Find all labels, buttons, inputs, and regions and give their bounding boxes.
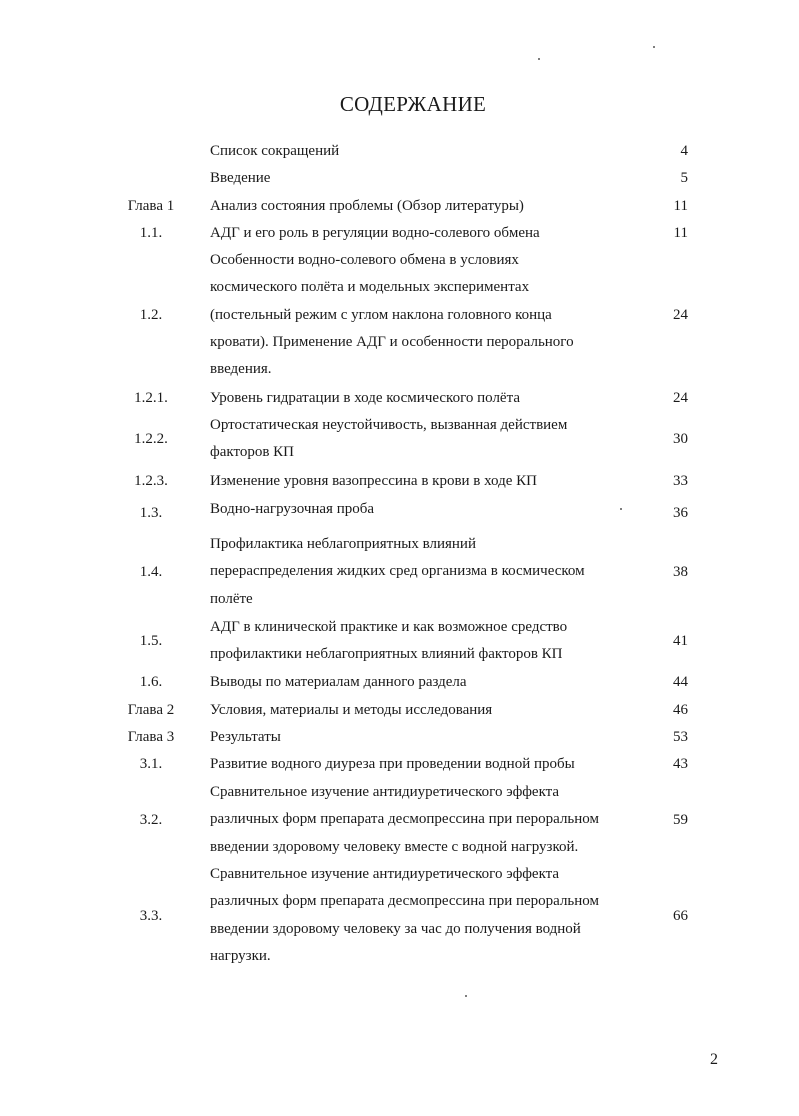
toc-entry — [0, 669, 799, 696]
toc-entry-page: 66 — [673, 908, 688, 924]
toc-entry-title — [210, 468, 650, 495]
page-number: 2 — [710, 1051, 718, 1068]
toc-entry-page: 5 — [680, 170, 688, 186]
toc-entry-page: 33 — [673, 473, 688, 489]
toc-entry-line: Анализ состояния проблемы (Обзор литературы) — [210, 198, 524, 214]
toc-entry-line: Особенности водно-солевого обмена в условиях — [210, 252, 519, 268]
toc-entry-page: 44 — [673, 674, 688, 690]
toc-entry-line: Уровень гидратации в ходе космического полёта — [210, 390, 520, 406]
toc-entry-number: 1.2.1. — [134, 390, 168, 406]
toc-entry-page: 36 — [673, 505, 688, 521]
toc-entry-page: 30 — [673, 431, 688, 447]
toc-entry-line: профилактики неблагоприятных влияний факторов КП — [210, 646, 563, 663]
toc-entry-line: Ортостатическая неустойчивость, вызванная действием — [210, 417, 568, 433]
toc-entry-number: Глава 3 — [127, 729, 175, 745]
toc-entry-number: 1.4. — [139, 564, 163, 580]
toc-entry-title — [210, 614, 650, 669]
toc-entry-line: Введение — [210, 170, 271, 186]
toc-entry-title — [210, 138, 650, 165]
toc-entry-number: 1.5. — [139, 633, 163, 649]
toc-entry-title — [210, 165, 650, 192]
toc-entry-page: 59 — [673, 812, 688, 828]
toc-entry-title — [210, 247, 650, 383]
toc-entry-number: Глава 1 — [127, 198, 175, 214]
toc-entry-number: 3.3. — [139, 908, 163, 924]
toc-entry — [0, 412, 799, 467]
toc-entry — [0, 531, 799, 613]
toc-entry-title — [210, 779, 650, 861]
toc-entry — [0, 220, 799, 247]
toc-entry-line: Сравнительное изучение антидиуретического эффекта — [210, 784, 560, 800]
toc-entry-line: полёте — [210, 590, 253, 607]
toc-entry — [0, 468, 799, 495]
scan-speck — [653, 46, 655, 48]
toc-entry-number: 1.2. — [139, 307, 163, 323]
toc-entry-title — [210, 193, 650, 220]
toc-entry-line: Условия, материалы и методы исследования — [210, 702, 493, 718]
toc-entry-line: (постельный режим с углом наклона головного конца — [210, 306, 552, 323]
toc-entry-number: 1.6. — [139, 674, 163, 690]
toc-entry-number: 3.2. — [139, 812, 163, 828]
toc-entry-line: Профилактика неблагоприятных влияний — [210, 536, 476, 552]
toc-entry-title — [210, 669, 650, 696]
toc-entry-line: Список сокращений — [210, 143, 340, 159]
toc-entry — [0, 751, 799, 778]
toc-entry-line: Выводы по материалам данного раздела — [210, 674, 467, 690]
toc-entry-title — [210, 697, 650, 724]
toc-entry-line: введении здоровому человеку за час до получения водной — [210, 920, 581, 937]
scan-speck — [620, 508, 622, 510]
toc-entry-page: 53 — [673, 729, 688, 745]
scan-speck — [465, 995, 467, 997]
toc-entry-line: АДГ в клинической практике и как возможное средство — [210, 619, 568, 635]
toc-entry — [0, 165, 799, 192]
toc-entry-page: 41 — [673, 633, 688, 649]
toc-entry-line: АДГ и его роль в регуляции водно-солевого обмена — [210, 225, 540, 241]
toc-entry-title — [210, 751, 650, 778]
toc-entry-title — [210, 412, 650, 467]
toc-entry-line: Сравнительное изучение антидиуретического эффекта — [210, 866, 560, 882]
toc-entry-title — [210, 861, 650, 970]
toc-entry-line: введении здоровому человеку вместе с водной нагрузкой. — [210, 838, 579, 855]
toc-entry-line: перераспределения жидких сред организма в космическом — [210, 563, 585, 580]
toc-entry-line: различных форм препарата десмопрессина при пероральном — [210, 811, 600, 828]
toc-entry-page: 46 — [673, 702, 688, 718]
toc-entry-line: Результаты — [210, 729, 281, 745]
toc-entry — [0, 138, 799, 165]
toc-entry-page: 11 — [673, 225, 688, 241]
toc-entry-page: 11 — [673, 198, 688, 214]
toc-entry — [0, 724, 799, 751]
toc-entry-number: 3.1. — [139, 756, 163, 772]
toc-entry-page: 24 — [673, 390, 688, 406]
toc-entry-line: космического полёта и модельных экспериментах — [210, 279, 530, 296]
toc-entry-line: Развитие водного диуреза при проведении водной пробы — [210, 756, 575, 772]
toc-entry-page: 43 — [673, 756, 688, 772]
toc-entry — [0, 861, 799, 971]
toc-entry-line: кровати). Применение АДГ и особенности перорального — [210, 333, 574, 350]
toc-entry-line: факторов КП — [210, 444, 294, 461]
toc-entry-number: Глава 2 — [127, 702, 175, 718]
toc-entry-title — [210, 531, 650, 613]
toc-entry — [0, 385, 799, 412]
scan-speck — [538, 58, 540, 60]
toc-entry — [0, 247, 799, 384]
toc-entry — [0, 496, 799, 531]
toc-entry — [0, 614, 799, 669]
toc-entry-page: 4 — [680, 143, 688, 159]
toc-entry-title — [210, 220, 650, 247]
toc-entry-number: 1.1. — [139, 225, 163, 241]
toc-entry-title — [210, 724, 650, 751]
toc-entry-line: Изменение уровня вазопрессина в крови в ходе КП — [210, 473, 538, 489]
toc-entry-line: введения. — [210, 361, 272, 378]
toc-entry-page: 24 — [673, 307, 688, 323]
toc-entry — [0, 697, 799, 724]
page-title: СОДЕРЖАНИЕ — [339, 92, 487, 116]
toc-entry-line: различных форм препарата десмопрессина при пероральном — [210, 893, 600, 910]
toc-entry-line: нагрузки. — [210, 947, 271, 964]
toc-entry-number: 1.2.2. — [134, 431, 168, 447]
toc-entry-page: 38 — [673, 564, 688, 580]
toc-entry-title — [210, 385, 650, 412]
toc-entry-line: Водно-нагрузочная проба — [210, 501, 375, 517]
toc-entry — [0, 193, 799, 220]
toc-entry-number: 1.3. — [139, 505, 163, 521]
toc-entry — [0, 779, 799, 861]
toc-entry-title — [210, 496, 650, 523]
toc-entry-number: 1.2.3. — [134, 473, 168, 489]
